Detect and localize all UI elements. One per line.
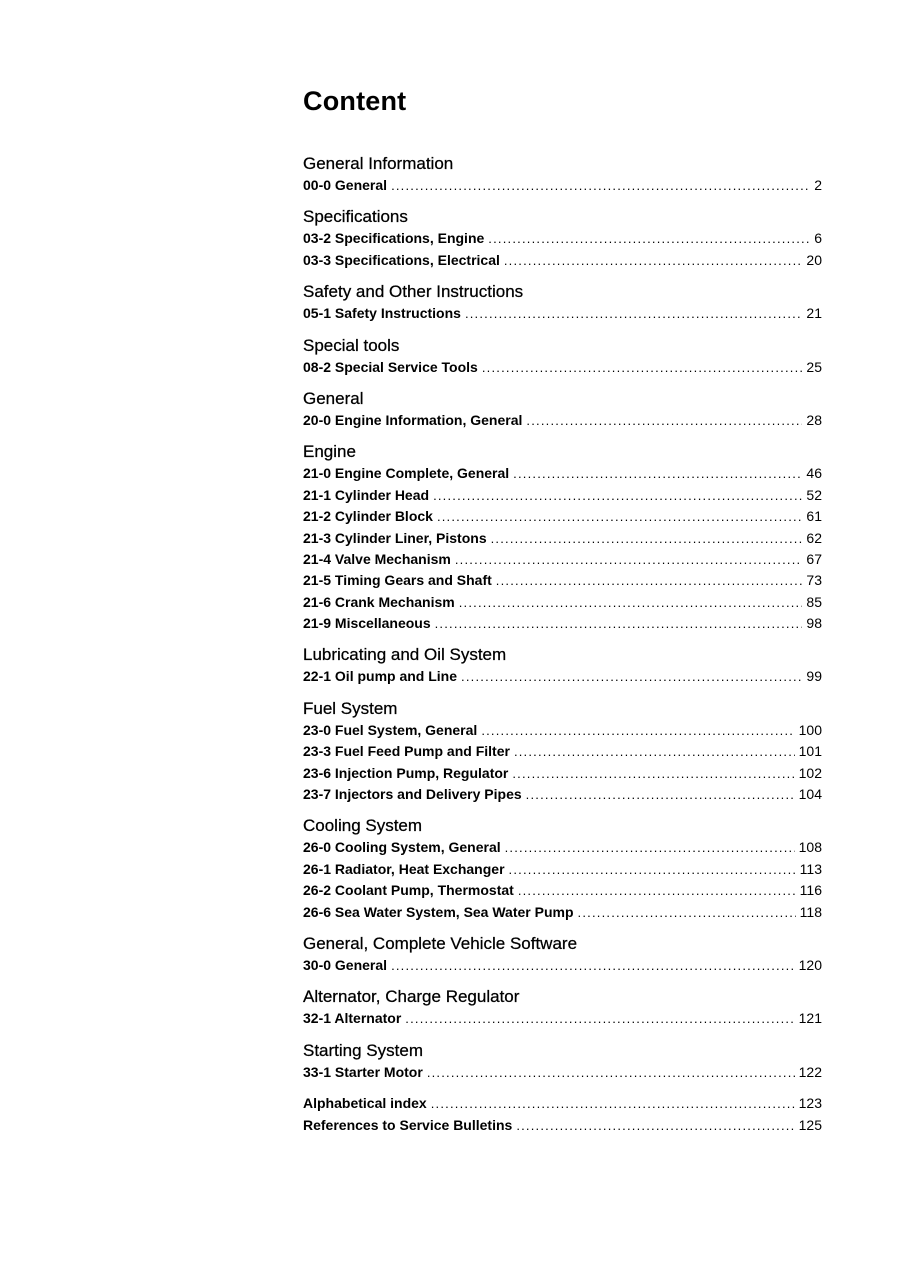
- toc-entry[interactable]: [303, 528, 822, 549]
- toc-entry[interactable]: [303, 613, 822, 634]
- toc-entry-page-number: 118: [799, 903, 822, 920]
- toc-section-heading: Starting System: [303, 1040, 423, 1060]
- toc-entry-page-number: 21: [806, 305, 822, 322]
- toc-entry-label: 21-4 Valve Mechanism: [303, 550, 451, 567]
- toc-entry-page-number: 123: [798, 1095, 822, 1112]
- toc-entry-label: 03-2 Specifications, Engine: [303, 230, 485, 247]
- dot-leader: [433, 485, 802, 506]
- dot-leader: [461, 666, 802, 687]
- toc-entry[interactable]: [303, 570, 822, 591]
- toc-section: [303, 1040, 822, 1083]
- toc-entry-label: 20-0 Engine Information, General: [303, 411, 523, 428]
- toc-entry-page-number: 122: [798, 1063, 822, 1080]
- dot-leader: [518, 880, 796, 901]
- toc-entry[interactable]: [303, 250, 822, 271]
- dot-leader: [526, 784, 795, 805]
- toc-entry[interactable]: [303, 506, 822, 527]
- toc-entry-label: 26-6 Sea Water System, Sea Water Pump: [303, 903, 574, 920]
- dot-leader: [481, 720, 794, 741]
- toc-entry-page-number: 20: [806, 251, 822, 268]
- dot-leader: [513, 463, 802, 484]
- toc-entry[interactable]: [303, 1062, 822, 1083]
- toc-entry-page-number: 2: [814, 177, 822, 193]
- dot-leader: [437, 506, 802, 527]
- dot-leader: [526, 410, 802, 431]
- dot-leader: [482, 357, 803, 378]
- toc-section-heading: General, Complete Vehicle Software: [303, 933, 578, 953]
- toc-entry-label: 21-5 Timing Gears and Shaft: [303, 572, 492, 589]
- toc-entry[interactable]: [303, 1093, 822, 1114]
- toc-entry-page-number: 6: [814, 230, 822, 247]
- toc-entry-page-number: 85: [806, 593, 822, 610]
- toc-entry-label: 21-3 Cylinder Liner, Pistons: [303, 529, 487, 546]
- dot-leader: [496, 570, 803, 591]
- toc-entry[interactable]: [303, 1115, 822, 1136]
- toc-section: [303, 388, 822, 431]
- toc-section: [303, 441, 822, 634]
- toc-entry-page-number: 108: [798, 839, 822, 856]
- dot-leader: [431, 1093, 795, 1114]
- toc-section-heading: General Information: [303, 154, 454, 173]
- toc-entry-page-number: 61: [806, 508, 822, 525]
- toc-entry-label: 21-9 Miscellaneous: [303, 615, 431, 632]
- dot-leader: [391, 955, 795, 976]
- toc-entry-page-number: 99: [806, 668, 822, 685]
- dot-leader: [427, 1062, 795, 1083]
- toc-entry-page-number: 100: [798, 721, 822, 738]
- dot-leader: [516, 1115, 794, 1136]
- toc-entry[interactable]: [303, 837, 822, 858]
- toc-section: [303, 815, 822, 923]
- toc-section-heading: Alternator, Charge Regulator: [303, 987, 520, 1007]
- toc-section-heading: Special tools: [303, 335, 400, 355]
- dot-leader: [455, 549, 803, 570]
- toc-entry-page-number: 67: [806, 550, 822, 567]
- dot-leader: [405, 1008, 794, 1029]
- toc-section: [303, 335, 822, 378]
- toc-entry-label: 03-3 Specifications, Electrical: [303, 251, 500, 268]
- dot-leader: [505, 837, 795, 858]
- toc-entry[interactable]: [303, 784, 822, 805]
- toc-section-heading: Safety and Other Instructions: [303, 282, 524, 302]
- toc-entry[interactable]: [303, 175, 822, 196]
- toc-entry[interactable]: [303, 763, 822, 784]
- toc-entry-page-number: 125: [798, 1116, 822, 1133]
- toc-entry-label: 32-1 Alternator: [303, 1010, 402, 1027]
- toc-entry-label: 21-0 Engine Complete, General: [303, 465, 510, 482]
- toc-entry[interactable]: [303, 549, 822, 570]
- toc-entry-page-number: 104: [798, 786, 822, 803]
- dot-leader: [488, 228, 810, 249]
- toc-entry-page-number: 25: [806, 358, 822, 375]
- toc-entry-label: 26-2 Coolant Pump, Thermostat: [303, 882, 514, 899]
- toc-entry[interactable]: [303, 666, 822, 687]
- toc-entry-page-number: 73: [806, 572, 822, 589]
- dot-leader: [391, 175, 810, 196]
- toc-entry-page-number: 116: [799, 882, 822, 899]
- toc-entry-label: Alphabetical index: [303, 1095, 427, 1112]
- toc-section-heading: Specifications: [303, 207, 408, 227]
- dot-leader: [504, 250, 803, 271]
- toc-entry-label: 23-6 Injection Pump, Regulator: [303, 764, 509, 781]
- toc-section-heading: Engine: [303, 442, 356, 462]
- toc-entry[interactable]: [303, 592, 822, 613]
- toc-entry-page-number: 62: [806, 529, 822, 546]
- page-title: Content: [303, 86, 407, 116]
- dot-leader: [512, 763, 794, 784]
- toc-section-heading: Fuel System: [303, 698, 398, 718]
- toc-section-heading: Lubricating and Oil System: [303, 645, 507, 665]
- toc-entry-label: References to Service Bulletins: [303, 1116, 513, 1133]
- toc-entry-label: 23-0 Fuel System, General: [303, 721, 478, 738]
- toc-section: [303, 281, 822, 324]
- toc-entry-label: 00-0 General: [303, 177, 388, 193]
- toc-entry[interactable]: [303, 859, 822, 880]
- toc-entry-page-number: 101: [798, 743, 822, 760]
- toc-section-heading: Cooling System: [303, 816, 423, 836]
- toc-entry[interactable]: [303, 1008, 822, 1029]
- toc-entry-page-number: 52: [806, 486, 822, 503]
- dot-leader: [509, 859, 796, 880]
- toc-entry[interactable]: [303, 228, 822, 249]
- dot-leader: [491, 528, 803, 549]
- dot-leader: [459, 592, 803, 613]
- toc-entry-label: 26-0 Cooling System, General: [303, 839, 501, 856]
- toc-entry-page-number: 113: [799, 860, 822, 877]
- toc-entry-label: 21-1 Cylinder Head: [303, 486, 430, 503]
- dot-leader: [465, 303, 802, 324]
- toc-entry[interactable]: [303, 955, 822, 976]
- toc-entry[interactable]: [303, 303, 822, 324]
- toc-entry-label: 21-2 Cylinder Block: [303, 508, 433, 525]
- toc-section: [303, 206, 822, 271]
- toc-entry[interactable]: [303, 902, 822, 923]
- toc-entry-label: 30-0 General: [303, 956, 388, 973]
- dot-leader: [578, 902, 796, 923]
- toc-entry-label: 22-1 Oil pump and Line: [303, 668, 458, 685]
- toc-section: [303, 644, 822, 687]
- toc-entry-page-number: 28: [806, 411, 822, 428]
- toc-section: [303, 933, 822, 976]
- toc-entry-label: 23-7 Injectors and Delivery Pipes: [303, 786, 522, 803]
- toc-section: [303, 986, 822, 1029]
- toc-appendix: [303, 1093, 822, 1136]
- toc-section: [303, 698, 822, 806]
- dot-leader: [514, 741, 795, 762]
- toc-entry-label: 26-1 Radiator, Heat Exchanger: [303, 860, 505, 877]
- toc-entry-page-number: 121: [798, 1010, 822, 1027]
- toc-entry-page-number: 46: [806, 465, 822, 482]
- toc-entry-label: 05-1 Safety Instructions: [303, 305, 461, 322]
- toc-entry[interactable]: [303, 463, 822, 484]
- toc-entry[interactable]: [303, 720, 822, 741]
- toc-entry-label: 08-2 Special Service Tools: [303, 358, 478, 375]
- toc-entry[interactable]: [303, 485, 822, 506]
- toc-section: [303, 153, 822, 196]
- table-of-contents: [303, 153, 822, 1136]
- dot-leader: [435, 613, 803, 634]
- toc-entry[interactable]: [303, 410, 822, 431]
- toc-entry[interactable]: [303, 880, 822, 901]
- toc-entry-page-number: 102: [798, 764, 822, 781]
- toc-entry-page-number: 98: [806, 615, 822, 632]
- toc-section-heading: General: [303, 388, 364, 408]
- toc-entry-label: 23-3 Fuel Feed Pump and Filter: [303, 743, 510, 760]
- toc-entry-label: 21-6 Crank Mechanism: [303, 593, 455, 610]
- toc-entry[interactable]: [303, 741, 822, 762]
- toc-entry[interactable]: [303, 357, 822, 378]
- toc-entry-page-number: 120: [798, 956, 822, 973]
- toc-entry-label: 33-1 Starter Motor: [303, 1063, 423, 1080]
